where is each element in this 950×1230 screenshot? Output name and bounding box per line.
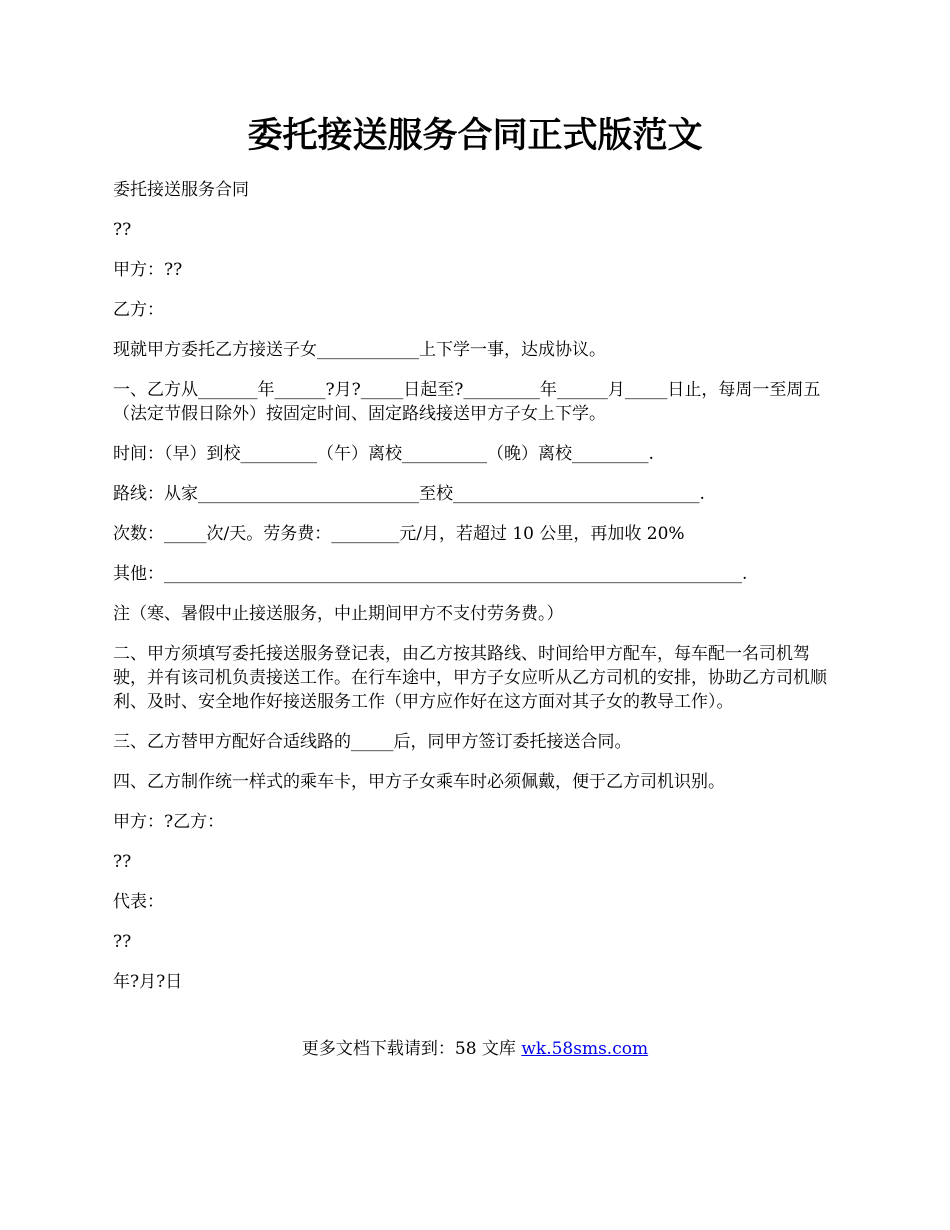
paragraph-agreement: 现就甲方委托乙方接送子女____________上下学一事，达成协议。 (113, 340, 606, 360)
paragraph-representative: 代表： (113, 892, 164, 912)
footer-link[interactable]: wk.58sms.com (521, 1039, 649, 1059)
paragraph-route: 路线：从家__________________________至校_____________________________. (113, 484, 705, 504)
paragraph-time: 时间：（早）到校_________（午）离校__________（晚）离校_________. (113, 444, 654, 464)
footer-text: 更多文档下载请到：58 文库 (301, 1039, 522, 1059)
paragraph-placeholder: ?? (113, 932, 132, 952)
paragraph-party-a: 甲方：?? (113, 260, 183, 280)
paragraph-clause-4: 四、乙方制作统一样式的乘车卡，甲方子女乘车时必须佩戴，便于乙方司机识别。 (113, 772, 725, 792)
footer (0, 1037, 950, 1061)
paragraph-placeholder: ?? (113, 220, 132, 240)
paragraph-note: 注（寒、暑假中止接送服务，中止期间甲方不支付劳务费。） (113, 604, 564, 624)
paragraph-party-b: 乙方： (113, 300, 164, 320)
paragraph-clause-3: 三、乙方替甲方配好合适线路的_____后，同甲方签订委托接送合同。 (113, 732, 632, 752)
paragraph-count-fee: 次数：_____次/天。劳务费：________元/月，若超过 10 公里，再加收 20% (113, 524, 685, 544)
paragraph-clause-1: 一、乙方从_______年______?月?_____日起至?_________年______月_____日止，每周一至周五（法定节假日除外）按固定时间、固定路线接送甲方子女上下学。 (113, 380, 821, 424)
paragraph-placeholder: ?? (113, 852, 132, 872)
paragraph-date: 年?月?日 (113, 972, 183, 992)
document-body (113, 178, 838, 1010)
paragraph-heading: 委托接送服务合同 (113, 180, 249, 200)
paragraph-clause-2: 二、甲方须填写委托接送服务登记表，由乙方按其路线、时间给甲方配车，每车配一名司机驾驶，并有该司机负责接送工作。在行车途中，甲方子女应听从乙方司机的安排，协助乙方司机顺利、及时、安全地作好接送服务工作（甲方应作好在这方面对其子女的教导工作）。 (113, 644, 827, 712)
paragraph-signatures: 甲方：?乙方： (113, 812, 225, 832)
document-title: 委托接送服务合同正式版范文 (247, 115, 703, 156)
paragraph-other: 其他：____________________________________________________________________. (113, 564, 748, 584)
